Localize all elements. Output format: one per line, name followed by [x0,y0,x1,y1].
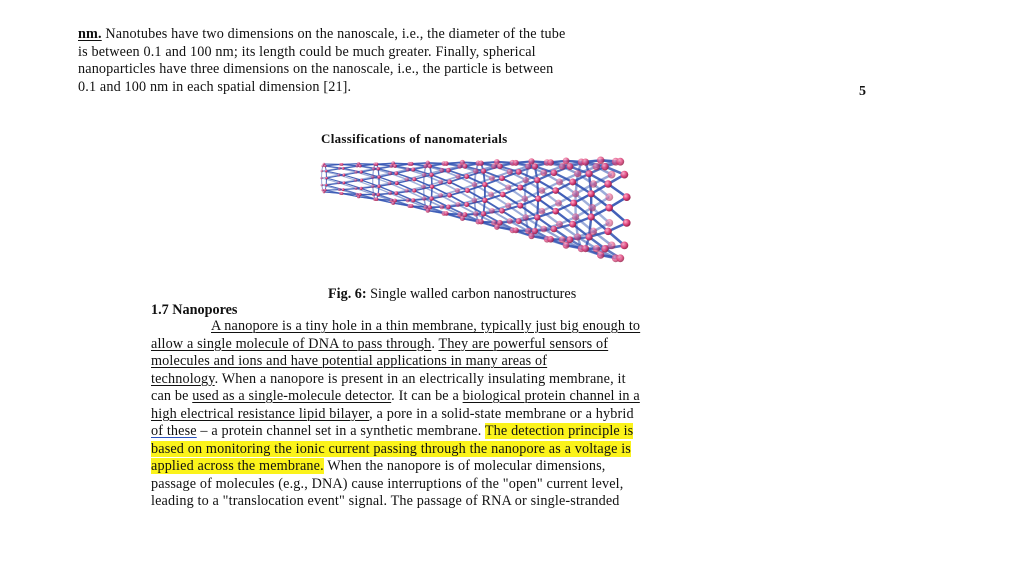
carbon-atom [324,165,327,168]
carbon-atom [522,196,528,202]
carbon-atom [412,177,416,181]
carbon-atom [604,228,612,236]
carbon-atom [551,170,558,177]
carbon-atom [597,157,605,165]
carbon-atom [393,164,397,168]
carbon-atom [534,177,540,183]
highlighted-text: applied across the membrane. [151,458,324,474]
plain-text: When the nanopore is of molecular dimensions, [323,458,606,474]
carbon-atom [321,170,324,173]
carbon-atom [555,200,562,207]
carbon-atom [406,198,410,202]
carbon-atom [597,251,605,259]
carbon-atom [566,163,573,170]
carbon-atom [608,242,616,250]
carbon-atom [325,170,328,173]
carbon-atom [623,219,631,227]
carbon-atom [342,174,345,177]
paragraph-line [151,423,941,441]
carbon-atom [499,208,505,214]
underlined-text: biological protein channel in a [462,388,640,404]
page-bottom-crop [0,512,1024,576]
carbon-atom [376,167,380,171]
carbon-atom [559,236,566,243]
paragraph-line [151,318,941,336]
carbon-atom [593,245,601,253]
carbon-atom [481,211,486,216]
carbon-atom [462,212,467,217]
carbon-atom [438,193,443,198]
underlined-text: of these [151,423,197,439]
carbon-atom [430,184,434,188]
carbon-atom [325,177,328,180]
carbon-atom [570,200,577,207]
carbon-atom [354,170,357,173]
carbon-atom [371,175,375,179]
page-number: 5 [859,84,866,99]
carbon-atom [569,179,576,186]
paragraph-line [151,353,941,371]
carbon-atom [444,161,449,166]
carbon-atom [535,196,541,202]
nanotube-image [318,146,638,274]
carbon-atom [464,174,469,179]
paragraph-line: leading to a "translocation event" signal. The passage of RNA or single-stranded [151,493,620,509]
carbon-atom [375,162,379,166]
unit-nm: nm. [78,26,102,42]
figure-caption-text: Single walled carbon nanostructures [366,286,577,302]
carbon-atom [539,208,546,215]
underlined-text: high electrical resistance lipid bilayer [151,405,370,422]
carbon-atom [472,198,477,203]
carbon-atom [428,205,432,209]
paragraph-line [151,336,941,354]
carbon-atom [412,189,416,193]
carbon-atom [409,204,413,208]
carbon-atom [523,214,529,220]
carbon-atom [447,180,452,185]
carbon-atom [605,204,613,212]
carbon-atom [393,199,397,203]
figure-caption [328,286,576,303]
carbon-atom [360,170,363,173]
carbon-atom [482,182,487,187]
carbon-atom [411,167,415,171]
carbon-atom [574,170,581,177]
carbon-atom [582,245,589,252]
carbon-atom [563,157,570,164]
carbon-atom [621,242,629,250]
carbon-atom [534,214,540,220]
paragraph-line: passage of molecules (e.g., DNA) cause interruptions of the "open" current level, [151,475,624,492]
carbon-atom [409,162,413,166]
carbon-atom [605,219,613,227]
carbon-atom [372,167,376,171]
carbon-atom [377,185,381,189]
intro-line [78,26,858,44]
carbon-atom [321,184,324,187]
plain-text: . When a nanopore is present in an electrically insulating membrane, it [214,370,626,387]
carbon-atom [516,169,522,175]
carbon-atom [513,160,519,166]
carbon-atom [623,193,631,201]
underlined-text: allow a single molecule of DNA to pass through [151,335,432,352]
carbon-atom [532,163,538,169]
carbon-atom [388,181,392,185]
carbon-atom [388,191,392,195]
carbon-atom [360,187,363,190]
underlined-text: A nanopore is a tiny hole in a thin membrane, typically just big enough to [211,318,641,334]
paragraph-line [151,441,941,459]
carbon-atom [358,164,361,167]
carbon-atom [342,188,345,191]
carbon-atom [455,188,460,193]
carbon-atom [438,180,443,185]
carbon-atom [375,197,379,201]
intro-line: 0.1 and 100 nm in each spatial dimension [21]. [78,78,352,95]
carbon-atom [341,192,344,195]
highlighted-text: The detection principle is [484,423,634,439]
carbon-atom [324,189,327,192]
carbon-atom [405,177,409,181]
carbon-atom [395,181,399,185]
carbon-atom [590,180,598,188]
carbon-atom [582,159,589,166]
carbon-atom [429,173,433,177]
carbon-atom [376,193,380,197]
underlined-text: They are powerful sensors of [438,335,609,352]
carbon-atom [421,184,425,188]
carbon-atom [342,167,345,170]
paragraph-line [151,406,941,424]
carbon-atom [563,242,570,249]
carbon-atom [405,189,409,193]
figure-label: Fig. 6: [328,286,367,302]
carbon-atom [532,228,538,234]
underlined-text: technology [151,370,215,387]
carbon-atom [439,168,444,173]
carbon-atom [464,202,469,207]
carbon-atom [489,175,495,181]
carbon-atom [481,168,486,173]
carbon-atom [354,179,357,182]
carbon-atom [455,202,460,207]
carbon-atom [552,208,559,215]
carbon-atom [616,158,624,166]
carbon-atom [473,211,478,216]
carbon-atom [559,163,566,170]
carbon-atom [488,192,494,198]
carbon-atom [478,219,483,224]
carbon-atom [358,193,361,196]
carbon-atom [523,177,529,183]
carbon-atom [337,174,340,177]
carbon-atom [428,164,432,168]
carbon-atom [478,161,483,166]
carbon-atom [455,174,460,179]
carbon-atom [489,208,495,214]
intro-text: Nanotubes have two dimensions on the nanoscale, i.e., the diameter of the tube [101,26,566,42]
carbon-atom [566,236,573,243]
carbon-atom [411,198,415,202]
carbon-atom [388,171,392,175]
carbon-atom [556,179,563,186]
paragraph-line [151,371,941,389]
paragraph-line [151,388,941,406]
intro-line: nanoparticles have three dimensions on the nanoscale, i.e., the particle is between [78,61,554,78]
underlined-text: molecules and ions and have potential applications in many areas of [151,353,548,369]
carbon-atom [517,185,523,191]
carbon-atom [608,171,616,179]
carbon-atom [497,163,503,169]
carbon-atom [439,205,444,210]
carbon-atom [588,190,595,197]
carbon-atom [500,192,506,198]
plain-text: . [431,335,439,352]
carbon-atom [551,226,558,233]
carbon-atom [517,203,523,209]
carbon-atom [556,221,563,228]
carbon-atom [341,163,344,166]
carbon-atom [516,218,522,224]
carbon-atom [552,187,559,194]
carbon-atom [586,170,593,177]
carbon-atom [513,227,519,233]
carbon-atom [342,181,345,184]
intro-paragraph [78,26,858,96]
carbon-atom [338,167,341,170]
carbon-atom [325,184,328,187]
carbon-atom [605,193,613,201]
carbon-atom [394,191,398,195]
nanopores-paragraph [151,318,941,528]
carbon-atom [371,185,375,189]
carbon-atom [604,180,612,188]
carbon-atom [572,190,579,197]
carbon-atom [507,169,513,175]
plain-text: – a protein channel set in a synthetic membrane. [196,423,485,439]
carbon-atom [572,213,579,220]
highlighted-text: based on monitoring the ionic current passing through the nanopore as a voltage is [151,440,631,457]
carbon-atom [482,198,487,203]
carbon-atom [569,221,576,228]
carbon-atom [621,171,629,179]
carbon-atom [394,171,398,175]
carbon-atom [499,175,505,181]
carbon-atom [377,175,381,179]
carbon-atom [507,218,513,224]
carbon-atom [588,213,595,220]
figure-title: Classifications of nanomaterials [321,131,508,146]
carbon-atom [541,226,548,233]
plain-text: , a pore in a solid-state membrane or a hybrid [369,405,634,422]
carbon-atom [497,220,503,226]
carbon-atom [601,245,609,253]
carbon-atom [354,187,357,190]
carbon-atom [422,173,426,177]
carbon-atom [338,188,341,191]
carbon-atom [505,185,511,191]
carbon-atom [465,188,470,193]
carbon-atom [547,236,554,243]
carbon-atom [446,168,451,173]
intro-line: is between 0.1 and 100 nm; its length could be much greater. Finally, spherical [78,43,536,60]
carbon-atom [593,163,601,171]
section-heading: 1.7 Nanopores [151,302,238,318]
carbon-atom [505,203,511,209]
carbon-atom [539,187,546,194]
carbon-atom [586,233,593,240]
carbon-atom [574,233,581,240]
carbon-atom [447,193,452,198]
carbon-atom [472,182,477,187]
carbon-atom [337,181,340,184]
carbon-atom [601,163,609,171]
plain-text: can be [151,388,193,404]
carbon-atom [429,196,433,200]
carbon-atom [462,164,467,169]
carbon-atom [547,159,554,166]
paragraph-line [151,458,941,476]
underlined-text: used as a single-molecule detector [192,388,392,404]
carbon-atom [406,167,410,171]
carbon-atom [360,179,363,182]
carbon-atom [446,205,451,210]
carbon-atom [422,196,426,200]
carbon-atom [320,177,323,180]
plain-text: . It can be a [391,388,463,404]
carbon-atom [541,170,548,177]
carbon-atom [444,211,449,216]
carbon-atom [372,193,376,197]
carbon-atom [616,254,624,262]
carbon-atom [473,168,478,173]
carbon-atom [588,204,596,212]
